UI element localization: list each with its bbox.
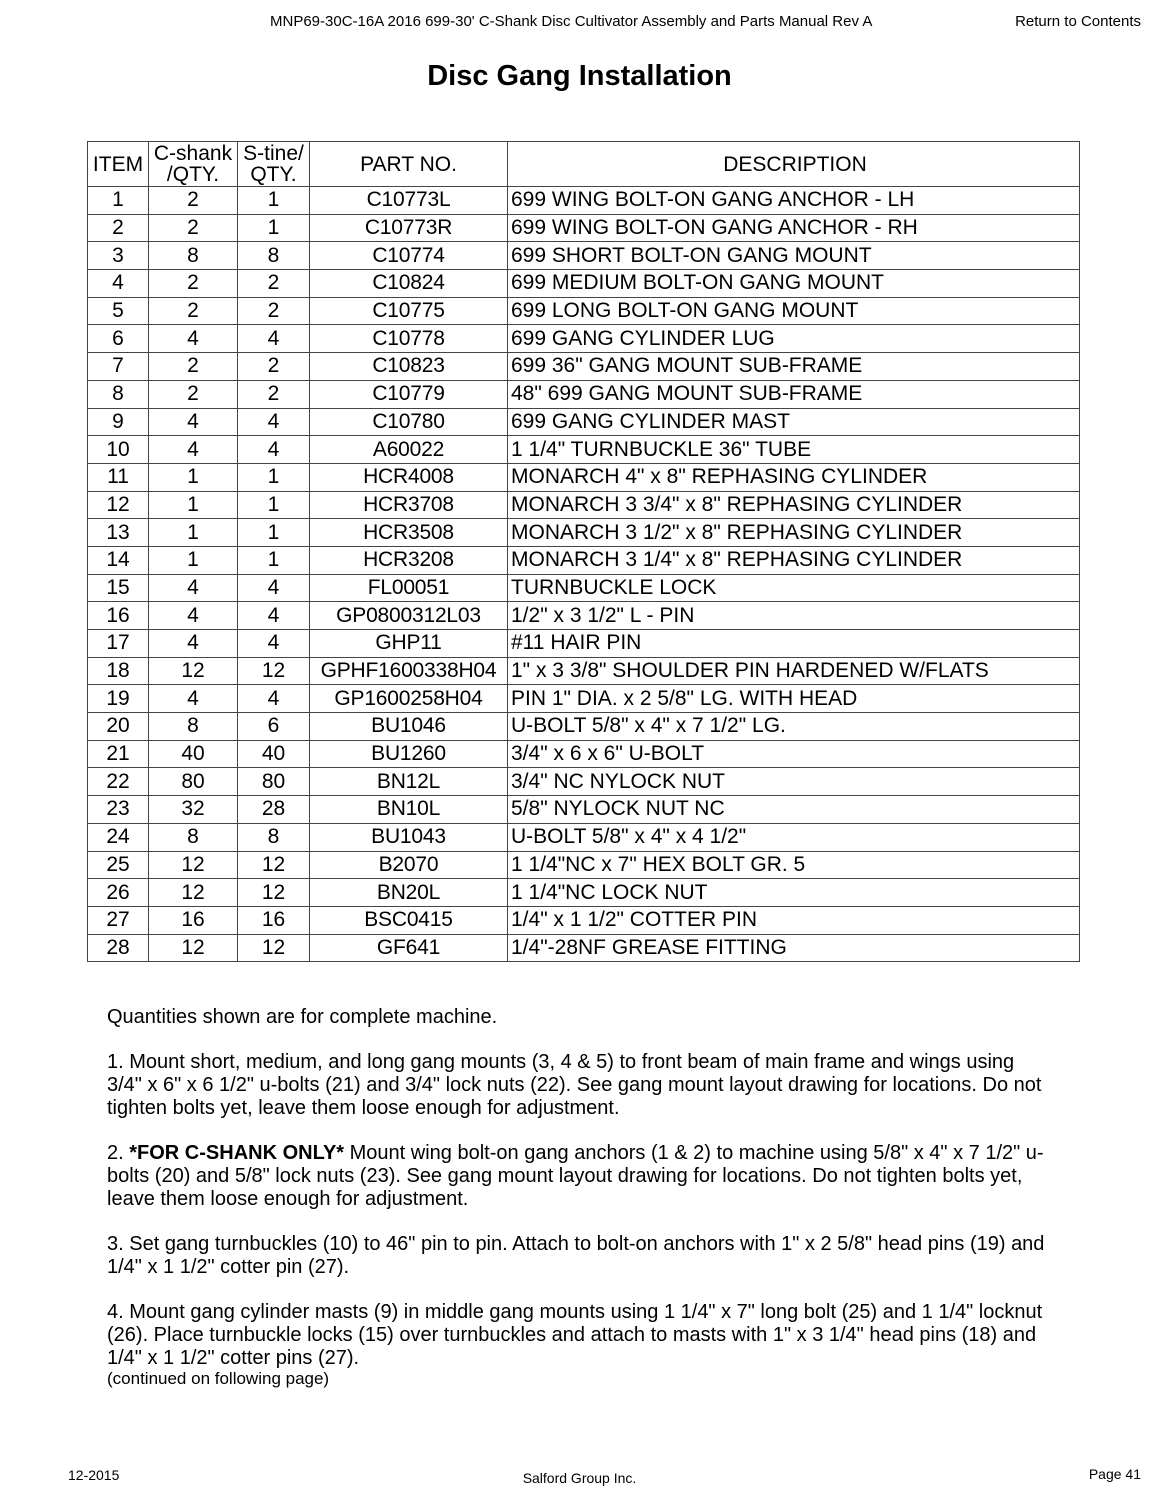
cell-stine-qty: 2 [238,380,310,408]
cell-item: 8 [88,380,149,408]
cell-description: 699 36" GANG MOUNT SUB-FRAME [508,353,1080,381]
cell-item: 20 [88,713,149,741]
table-row [88,242,1080,270]
cell-stine-qty: 1 [238,519,310,547]
footer-company: Salford Group Inc. [522,1470,637,1486]
cell-description: MONARCH 3 1/4" x 8" REPHASING CYLINDER [508,546,1080,574]
cell-item: 6 [88,325,149,353]
cell-cshank-qty: 8 [149,713,238,741]
cell-cshank-qty: 40 [149,740,238,768]
table-row [88,270,1080,298]
cell-part-no: GP0800312L03 [310,602,508,630]
cell-stine-qty: 2 [238,297,310,325]
cell-stine-qty: 12 [238,657,310,685]
cell-part-no: GPHF1600338H04 [310,657,508,685]
table-row [88,796,1080,824]
table-row [88,297,1080,325]
cell-cshank-qty: 4 [149,408,238,436]
cell-cshank-qty: 12 [149,934,238,962]
table-row [88,851,1080,879]
cell-stine-qty: 8 [238,242,310,270]
table-row [88,187,1080,215]
cell-part-no: BN12L [310,768,508,796]
cell-item: 4 [88,270,149,298]
cell-cshank-qty: 80 [149,768,238,796]
table-row [88,546,1080,574]
cell-cshank-qty: 12 [149,879,238,907]
cell-stine-qty: 1 [238,214,310,242]
cell-stine-qty: 4 [238,602,310,630]
cell-part-no: A60022 [310,436,508,464]
cell-part-no: GP1600258H04 [310,685,508,713]
cell-description: U-BOLT 5/8" x 4" x 7 1/2" LG. [508,713,1080,741]
cell-stine-qty: 2 [238,270,310,298]
cell-cshank-qty: 2 [149,353,238,381]
step-4: 4. Mount gang cylinder masts (9) in middle gang mounts using 1 1/4" x 7" long bolt (25) and 1 1/4" locknut (26). Place turnbuckle locks (15) over turnbuckles and attach to masts with 1" x 3 1/4" head pins (18) and 1/4" x 1 1/2" cotter pins (27). [107,1301,1043,1369]
cell-stine-qty: 4 [238,630,310,658]
table-row [88,823,1080,851]
table-row [88,657,1080,685]
cell-cshank-qty: 2 [149,270,238,298]
footer-date: 12-2015 [68,1467,120,1483]
cell-item: 16 [88,602,149,630]
cell-description: MONARCH 3 3/4" x 8" REPHASING CYLINDER [508,491,1080,519]
cell-part-no: GHP11 [310,630,508,658]
cell-stine-qty: 12 [238,879,310,907]
step-2 [107,1142,1047,1211]
cell-stine-qty: 2 [238,353,310,381]
cell-cshank-qty: 8 [149,823,238,851]
cell-item: 2 [88,214,149,242]
page-title: Disc Gang Installation [427,60,732,92]
cell-description: U-BOLT 5/8" x 4" x 4 1/2" [508,823,1080,851]
table-row [88,685,1080,713]
parts-table [87,141,1080,962]
cell-description: 1/2" x 3 1/2" L - PIN [508,602,1080,630]
page-number: Page 41 [1088,1466,1141,1482]
table-row [88,408,1080,436]
cell-cshank-qty: 1 [149,491,238,519]
cell-cshank-qty: 1 [149,546,238,574]
cell-part-no: C10773L [310,187,508,215]
instructions [107,1006,1047,1410]
cell-part-no: C10775 [310,297,508,325]
table-row [88,740,1080,768]
cell-stine-qty: 12 [238,934,310,962]
cell-cshank-qty: 4 [149,602,238,630]
cell-description: 1/4"-28NF GREASE FITTING [508,934,1080,962]
cell-description: 48" 699 GANG MOUNT SUB-FRAME [508,380,1080,408]
cell-cshank-qty: 4 [149,436,238,464]
table-row [88,906,1080,934]
cell-cshank-qty: 2 [149,187,238,215]
cell-item: 22 [88,768,149,796]
table-header-row [88,142,1080,187]
quantities-note: Quantities shown are for complete machine. [107,1006,498,1028]
table-row [88,353,1080,381]
cell-part-no: C10779 [310,380,508,408]
cell-part-no: C10778 [310,325,508,353]
cell-cshank-qty: 1 [149,519,238,547]
cell-description: 1 1/4"NC x 7" HEX BOLT GR. 5 [508,851,1080,879]
cell-item: 12 [88,491,149,519]
table-row [88,934,1080,962]
cell-description: 3/4" x 6 x 6" U-BOLT [508,740,1080,768]
table-row [88,519,1080,547]
table-row [88,214,1080,242]
cell-cshank-qty: 4 [149,325,238,353]
cell-description: 1" x 3 3/8" SHOULDER PIN HARDENED W/FLATS [508,657,1080,685]
cell-item: 19 [88,685,149,713]
cell-part-no: C10824 [310,270,508,298]
cell-cshank-qty: 4 [149,685,238,713]
header-cshank-qty: C-shank /QTY. [149,142,238,187]
cell-cshank-qty: 32 [149,796,238,824]
table-row [88,574,1080,602]
cell-item: 21 [88,740,149,768]
cell-item: 27 [88,906,149,934]
step-1: 1. Mount short, medium, and long gang mounts (3, 4 & 5) to front beam of main frame and wings using 3/4" x 6" x 6 1/2" u-bolts (21) and 3/4" lock nuts (22). See gang mount layout drawing for locations. Do not tighten bolts yet, leave them loose enough for adjustment. [107,1051,1042,1119]
cell-description: 1/4" x 1 1/2" COTTER PIN [508,906,1080,934]
cell-description: 699 WING BOLT-ON GANG ANCHOR - LH [508,187,1080,215]
cell-description: PIN 1" DIA. x 2 5/8" LG. WITH HEAD [508,685,1080,713]
cell-item: 18 [88,657,149,685]
step-2-emphasis: *FOR C-SHANK ONLY* [129,1142,345,1164]
cell-cshank-qty: 2 [149,380,238,408]
cell-description: 699 WING BOLT-ON GANG ANCHOR - RH [508,214,1080,242]
cell-description: 5/8" NYLOCK NUT NC [508,796,1080,824]
cell-description: TURNBUCKLE LOCK [508,574,1080,602]
cell-cshank-qty: 4 [149,630,238,658]
return-to-contents-link[interactable]: Return to Contents [1015,13,1141,30]
cell-item: 23 [88,796,149,824]
cell-cshank-qty: 2 [149,297,238,325]
cell-part-no: FL00051 [310,574,508,602]
cell-cshank-qty: 12 [149,851,238,879]
cell-stine-qty: 4 [238,408,310,436]
cell-item: 15 [88,574,149,602]
cell-cshank-qty: 8 [149,242,238,270]
table-row [88,602,1080,630]
cell-part-no: B2070 [310,851,508,879]
step-2-number: 2. [107,1142,130,1164]
table-row [88,630,1080,658]
cell-item: 26 [88,879,149,907]
cell-item: 9 [88,408,149,436]
cell-item: 7 [88,353,149,381]
cell-description: #11 HAIR PIN [508,630,1080,658]
cell-part-no: GF641 [310,934,508,962]
cell-stine-qty: 1 [238,463,310,491]
cell-description: MONARCH 3 1/2" x 8" REPHASING CYLINDER [508,519,1080,547]
cell-item: 13 [88,519,149,547]
cell-item: 25 [88,851,149,879]
table-row [88,879,1080,907]
cell-stine-qty: 1 [238,187,310,215]
cell-item: 14 [88,546,149,574]
cell-part-no: BSC0415 [310,906,508,934]
cell-stine-qty: 40 [238,740,310,768]
table-row [88,325,1080,353]
cell-cshank-qty: 12 [149,657,238,685]
table-row [88,713,1080,741]
cell-part-no: HCR3208 [310,546,508,574]
cell-item: 3 [88,242,149,270]
cell-part-no: BU1260 [310,740,508,768]
cell-stine-qty: 4 [238,685,310,713]
cell-stine-qty: 1 [238,491,310,519]
cell-cshank-qty: 16 [149,906,238,934]
header-stine-qty: S-tine/ QTY. [238,142,310,187]
cell-stine-qty: 28 [238,796,310,824]
cell-item: 17 [88,630,149,658]
cell-description: 1 1/4"NC LOCK NUT [508,879,1080,907]
header-part-no: PART NO. [310,142,508,187]
parts-table-body [88,187,1080,962]
cell-stine-qty: 6 [238,713,310,741]
table-row [88,436,1080,464]
cell-stine-qty: 8 [238,823,310,851]
cell-part-no: HCR4008 [310,463,508,491]
step-3: 3. Set gang turnbuckles (10) to 46" pin to pin. Attach to bolt-on anchors with 1" x 2 5/8" head pins (19) and 1/4" x 1 1/2" cotter pin (27). [107,1233,1045,1278]
table-row [88,463,1080,491]
cell-item: 11 [88,463,149,491]
cell-stine-qty: 16 [238,906,310,934]
cell-stine-qty: 4 [238,325,310,353]
cell-description: 699 GANG CYLINDER MAST [508,408,1080,436]
header-description: DESCRIPTION [508,142,1080,187]
cell-stine-qty: 4 [238,436,310,464]
cell-stine-qty: 4 [238,574,310,602]
cell-part-no: HCR3508 [310,519,508,547]
cell-item: 1 [88,187,149,215]
cell-cshank-qty: 2 [149,214,238,242]
step-2-text: Mount wing bolt-on gang anchors (1 & 2) to machine using 5/8" x 4" x 7 1/2" u-bolts (20) and 5/8" lock nuts (23). See gang mount layout drawing for locations. Do not tighten bolts yet, leave them loose enough for adjustment. [107,1142,1044,1210]
cell-description: 699 MEDIUM BOLT-ON GANG MOUNT [508,270,1080,298]
cell-part-no: BN20L [310,879,508,907]
cell-item: 24 [88,823,149,851]
document-title: MNP69-30C-16A 2016 699-30' C-Shank Disc Cultivator Assembly and Parts Manual Rev A [270,13,873,30]
cell-item: 5 [88,297,149,325]
cell-part-no: C10773R [310,214,508,242]
cell-part-no: BN10L [310,796,508,824]
cell-part-no: C10823 [310,353,508,381]
cell-description: 699 SHORT BOLT-ON GANG MOUNT [508,242,1080,270]
cell-description: 3/4" NC NYLOCK NUT [508,768,1080,796]
cell-stine-qty: 80 [238,768,310,796]
cell-description: 699 GANG CYLINDER LUG [508,325,1080,353]
cell-item: 28 [88,934,149,962]
cell-description: 1 1/4" TURNBUCKLE 36" TUBE [508,436,1080,464]
table-row [88,491,1080,519]
cell-stine-qty: 12 [238,851,310,879]
cell-part-no: C10780 [310,408,508,436]
cell-part-no: BU1046 [310,713,508,741]
table-row [88,380,1080,408]
header-item: ITEM [88,142,149,187]
continued-note: (continued on following page) [107,1369,330,1388]
cell-description: MONARCH 4" x 8" REPHASING CYLINDER [508,463,1080,491]
cell-description: 699 LONG BOLT-ON GANG MOUNT [508,297,1080,325]
cell-part-no: BU1043 [310,823,508,851]
table-row [88,768,1080,796]
cell-part-no: HCR3708 [310,491,508,519]
cell-part-no: C10774 [310,242,508,270]
cell-stine-qty: 1 [238,546,310,574]
cell-cshank-qty: 1 [149,463,238,491]
cell-item: 10 [88,436,149,464]
cell-cshank-qty: 4 [149,574,238,602]
